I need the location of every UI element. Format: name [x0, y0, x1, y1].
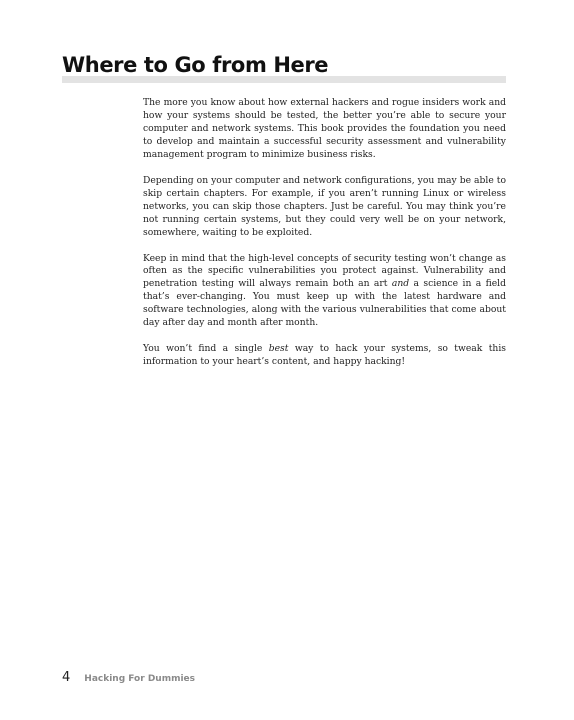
page-footer [62, 670, 195, 686]
book-title: Hacking For Dummies [84, 674, 195, 684]
paragraph-text: Keep in mind that the high-level concepts of security testing won’t change as often as the specific vulnerabilities you protect against. Vulnerability and penetration testing will always remain both an art [143, 252, 506, 290]
paragraph-text: The more you know about how external hackers and rogue insiders work and how your systems should be tested, the better you’re able to secure your computer and network systems. This book provides the foundation you need to develop and maintain a successful security assessment and vulnerability management program to minimize business risks. [143, 97, 506, 160]
section-heading: Where to Go from Here [62, 53, 329, 77]
paragraph [143, 97, 506, 162]
paragraph [143, 253, 506, 331]
emphasis-text: best [268, 343, 289, 355]
paragraph [143, 343, 506, 369]
paragraph-text: Depending on your computer and network configurations, you may be able to skip certain chapters. For example, if you aren’t running Linux or wireless networks, you can skip those chapters. Just be careful. You may think you’re not running certain systems, but they could very well be on your network, somewhere, waiting to be exploited. [143, 174, 506, 238]
paragraph [143, 175, 506, 240]
paragraph-text: way to hack your systems, so tweak this information to your heart’s content, and happy hacking! [143, 343, 506, 368]
section-heading-block [62, 50, 506, 84]
paragraph-text: a science in a field that’s ever-changing. You must keep up with the latest hardware and software technologies, along with the various vulnerabilities that come about day after day and month after month. [143, 278, 506, 329]
page-number: 4 [62, 670, 71, 685]
emphasis-text: and [391, 278, 410, 290]
body-text [143, 97, 506, 382]
paragraph-text: You won’t find a single [143, 343, 269, 355]
